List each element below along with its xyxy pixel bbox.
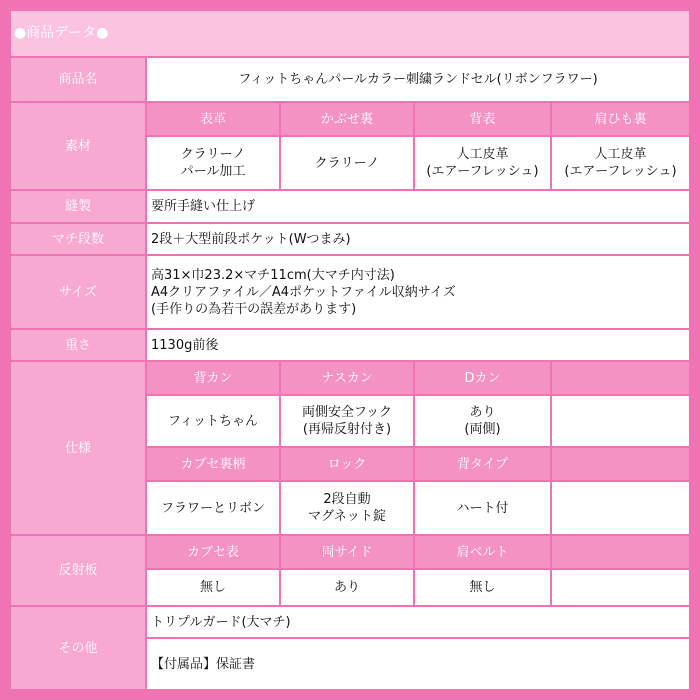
- spec-value-empty-1: [552, 396, 689, 446]
- label-reflector: 反射板: [11, 536, 145, 605]
- spec-header-lock: ロック: [281, 448, 413, 480]
- spec-header-empty-2: [552, 448, 689, 480]
- label-spec: 仕様: [11, 362, 145, 534]
- material-value-surface: クラリーノ パール加工: [147, 137, 279, 189]
- material-header-strap-back: 肩ひも裏: [552, 103, 689, 135]
- header-title: ●商品データ●: [14, 25, 109, 41]
- label-size: サイズ: [11, 256, 145, 328]
- material-value-flap-back: クラリーノ: [281, 137, 413, 189]
- spec-value-d-ring: あり (両側): [415, 396, 550, 446]
- material-header-flap-back: かぶせ裏: [281, 103, 413, 135]
- label-material: 素材: [11, 103, 145, 189]
- spec-value-empty-2: [552, 482, 689, 534]
- value-weight: 1130g前後: [147, 330, 689, 360]
- header-bar: [11, 11, 689, 56]
- value-gusset: 2段＋大型前段ポケット(Wつまみ): [147, 224, 689, 254]
- spec-header-snap-hook: ナスカン: [281, 362, 413, 394]
- reflector-header-shoulder-belt: 肩ベルト: [415, 536, 550, 568]
- label-product-name: 商品名: [11, 58, 145, 101]
- reflector-header-both-sides: 両サイド: [281, 536, 413, 568]
- material-value-strap-back: 人工皮革 (エアーフレッシュ): [552, 137, 689, 189]
- spec-header-empty-1: [552, 362, 689, 394]
- spec-header-d-ring: Dカン: [415, 362, 550, 394]
- value-other-line-2: 【付属品】保証書: [147, 639, 689, 689]
- label-weight: 重さ: [11, 330, 145, 360]
- value-other-line-1: トリプルガード(大マチ): [147, 607, 689, 637]
- spec-value-flap-pattern: フラワーとリボン: [147, 482, 279, 534]
- spec-header-back-hook: 背カン: [147, 362, 279, 394]
- reflector-header-flap-front: カブセ表: [147, 536, 279, 568]
- spec-header-flap-pattern: カブセ裏柄: [147, 448, 279, 480]
- spec-value-back-hook: フィットちゃん: [147, 396, 279, 446]
- reflector-value-flap-front: 無し: [147, 570, 279, 605]
- label-other: その他: [11, 607, 145, 689]
- value-product-name: フィットちゃんパールカラー刺繍ランドセル(リボンフラワー): [147, 58, 689, 101]
- reflector-value-both-sides: あり: [281, 570, 413, 605]
- label-sewing: 縫製: [11, 191, 145, 222]
- spec-value-lock: 2段自動 マグネット錠: [281, 482, 413, 534]
- spec-value-snap-hook: 両側安全フック (再帰反射付き): [281, 396, 413, 446]
- material-value-back: 人工皮革 (エアーフレッシュ): [415, 137, 550, 189]
- reflector-header-empty: [552, 536, 689, 568]
- reflector-value-shoulder-belt: 無し: [415, 570, 550, 605]
- value-size: 高31×巾23.2×マチ11cm(大マチ内寸法) A4クリアファイル／A4ポケットファイル収納サイズ (手作りの為若干の誤差があります): [147, 256, 689, 328]
- label-gusset: マチ段数: [11, 224, 145, 254]
- spec-header-back-type: 背タイプ: [415, 448, 550, 480]
- reflector-value-empty: [552, 570, 689, 605]
- value-sewing: 要所手縫い仕上げ: [147, 191, 689, 222]
- material-header-surface: 表革: [147, 103, 279, 135]
- spec-value-back-type: ハート付: [415, 482, 550, 534]
- material-header-back: 背表: [415, 103, 550, 135]
